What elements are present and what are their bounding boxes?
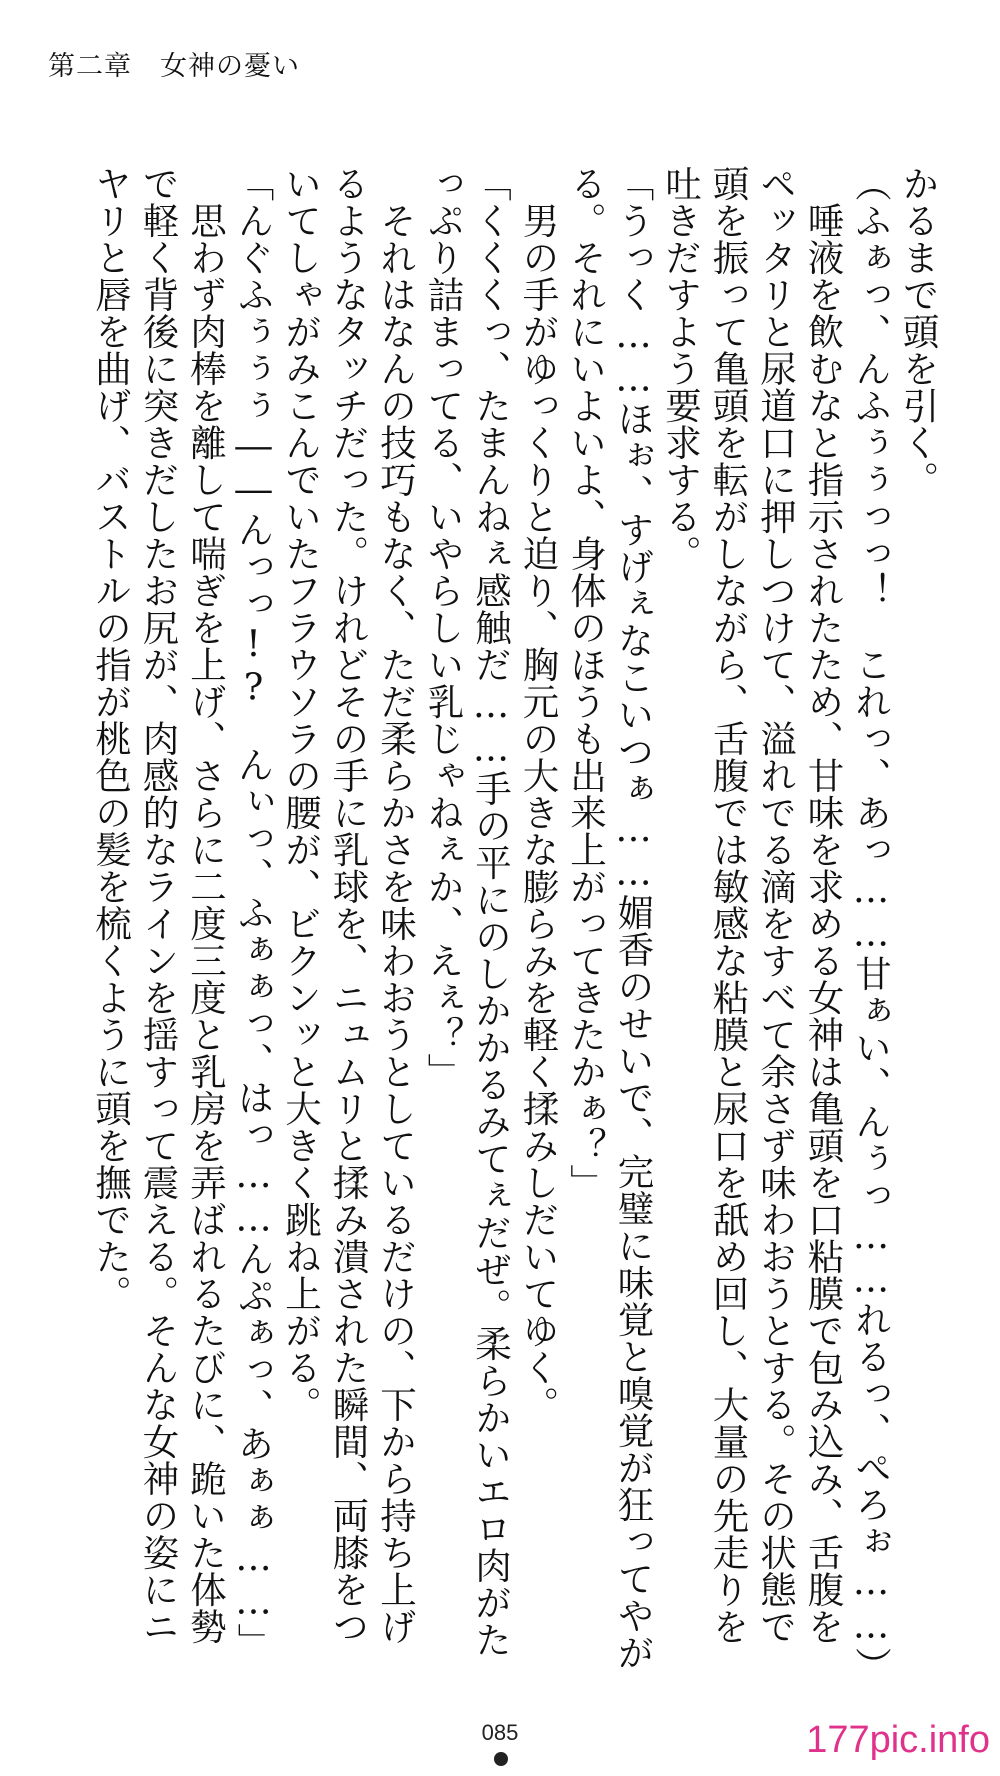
text-column: ヤリと唇を曲げ、バストルの指が桃色の髪を梳くように頭を撫でた。 <box>89 165 133 1312</box>
text-column: 唾液を飲むなと指示されたため、甘味を求める女神は亀頭を口粘膜で包み込み、舌腹を <box>802 165 845 1645</box>
text-column: 思わず肉棒を離して喘ぎを上げ、さらに二度三度と乳房を弄ばれるたびに、跪いた体勢 <box>184 165 228 1645</box>
text-column: 「うっく……ほぉ、すげぇなこいつぁ……媚香のせいで、完璧に味覚と嗅覚が狂ってやが <box>612 165 655 1671</box>
text-column: 男の手がゆっくりと迫り、胸元の大きな膨らみを軽く揉みしだいてゆく。 <box>517 165 560 1423</box>
text-column: ペッタリと尿道口に押しつけて、溢れでる滴をすべて余さず味わおうとする。その状態で <box>754 165 798 1645</box>
text-column: っぷり詰まってる、いやらしい乳じゃねぇか、えぇ？」 <box>422 165 465 1090</box>
text-column: 吐きだすよう要求する。 <box>659 165 703 572</box>
text-column: 頭を振って亀頭を転がしながら、舌腹では敏感な粘膜と尿口を舐め回し、大量の先走りを <box>707 165 750 1645</box>
text-column: る。それにいよいよ、身体のほうも出来上がってきたかぁ？」 <box>564 165 608 1201</box>
text-column: それはなんの技巧もなく、ただ柔らかさを味わおうとしているだけの、下から持ち上げ <box>374 165 418 1645</box>
text-column: いてしゃがみこんでいたフラウソラの腰が、ビクンッと大きく跳ね上がる。 <box>279 165 323 1423</box>
body-text <box>89 165 940 1684</box>
page-ornament-icon <box>494 1752 508 1766</box>
chapter-header: 第二章 女神の憂い <box>48 51 300 82</box>
text-column: るようなタッチだった。けれどその手に乳球を、ニュムリと揉み潰された瞬間、両膝をつ <box>327 165 370 1645</box>
text-column: 「んぐふぅぅぅ――んっっ!? んぃっ、ふぁぁっ、はっ……んぷぁっ、あぁぁ……」 <box>232 165 275 1660</box>
page-number: 085 <box>481 1720 519 1745</box>
watermark: 177pic.info <box>806 1719 990 1761</box>
text-column: かるまで頭を引く。 <box>897 165 940 498</box>
text-column: （ふぁっ、んふぅぅっっ！ これっ、あっ……甘ぁい、んぅっ……れるっ、ぺろぉ……） <box>849 165 893 1684</box>
text-column: で軽く背後に突きだしたお尻が、肉感的なラインを揺すって震える。そんな女神の姿にニ <box>137 165 180 1645</box>
text-column: 「くくくっ、たまんねぇ感触だ……手の平にのしかかるみてぇだぜ。柔らかいエロ肉がた <box>469 165 513 1658</box>
